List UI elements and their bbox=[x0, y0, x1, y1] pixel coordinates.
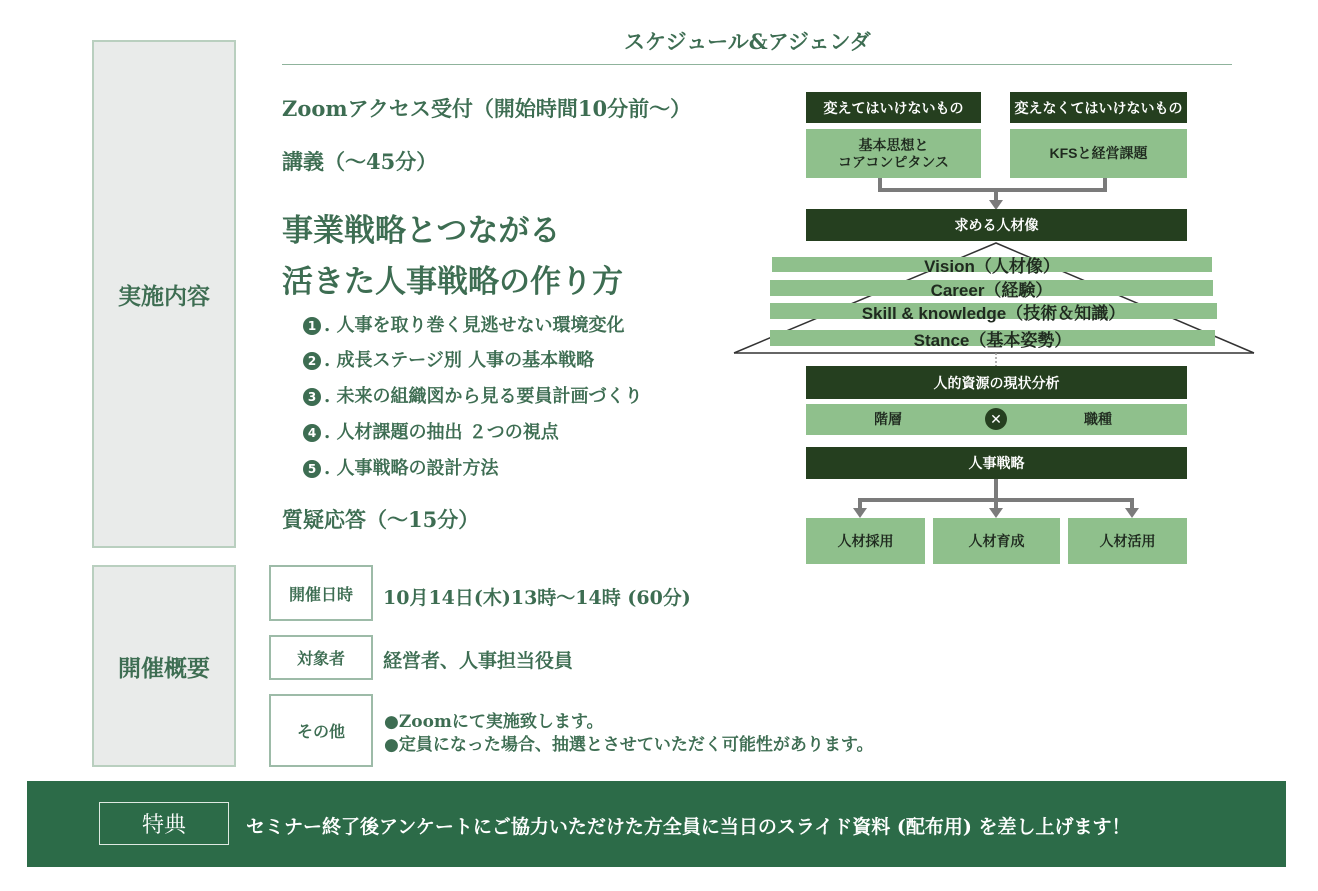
job-type-label: 職種 bbox=[1084, 411, 1112, 427]
vision-band: Vision（人材像） bbox=[772, 257, 1212, 272]
topic-text-3: . 未来の組織図から見る要員計画づくり bbox=[324, 386, 643, 407]
overview-section-label-text: 開催概要 bbox=[118, 654, 210, 682]
other-note-2: ●定員になった場合、抽選とさせていただく可能性があります。 bbox=[384, 735, 874, 755]
topic-text-4: . 人材課題の抽出 ２つの視点 bbox=[324, 422, 559, 443]
philosophy-line: 基本思想と bbox=[858, 136, 929, 153]
content-section-label-text: 実施内容 bbox=[118, 282, 210, 310]
topic-number-1: 1 bbox=[303, 317, 321, 335]
topic-text-5: . 人事戦略の設計方法 bbox=[324, 458, 499, 479]
stance-band: Stance（基本姿勢） bbox=[770, 330, 1215, 346]
zoom-access-line: Zoomアクセス受付（開始時間10分前～） bbox=[282, 96, 692, 121]
resource-analysis-box: 人的資源の現状分析 bbox=[806, 366, 1187, 399]
benefit-badge: 特典 bbox=[99, 802, 229, 845]
topic-text-1: . 人事を取り巻く見逃せない環境変化 bbox=[324, 315, 625, 336]
other-label: その他 bbox=[296, 722, 345, 741]
desired-talent-box: 求める人材像 bbox=[806, 209, 1187, 241]
cross-icon: ✕ bbox=[985, 408, 1007, 430]
utilization-box: 人材活用 bbox=[1068, 518, 1187, 564]
date-label: 開催日時 bbox=[288, 584, 353, 604]
date-label-box bbox=[269, 565, 373, 621]
hierarchy-label: 階層 bbox=[874, 411, 902, 427]
target-label-box bbox=[269, 635, 373, 680]
qa-line: 質疑応答（～15分） bbox=[282, 507, 480, 532]
date-value: 10月14日(木)13時～14時 (60分) bbox=[383, 587, 691, 609]
kfs-issues-box: KFSと経営課題 bbox=[1010, 129, 1187, 178]
seminar-title-line2: 活きた人事戦略の作り方 bbox=[282, 264, 623, 300]
target-value: 経営者、人事担当役員 bbox=[383, 650, 574, 672]
competence-line: コアコンピタンス bbox=[838, 153, 949, 170]
other-label-box bbox=[269, 694, 373, 767]
target-label: 対象者 bbox=[296, 649, 345, 668]
changeable-header: 変えなくてはいけないもの bbox=[1010, 92, 1187, 123]
career-band: Career（経験） bbox=[770, 280, 1213, 296]
hr-strategy-box: 人事戦略 bbox=[806, 447, 1187, 479]
unchangeable-header: 変えてはいけないもの bbox=[806, 92, 981, 123]
philosophy-competence-box bbox=[806, 129, 981, 178]
topic-number-3: 3 bbox=[303, 388, 321, 406]
schedule-heading: スケジュール&アジェンダ bbox=[624, 29, 871, 54]
lecture-line: 講義（～45分） bbox=[282, 149, 438, 174]
other-note-1: ●Zoomにて実施致します。 bbox=[384, 712, 604, 732]
seminar-title-line1: 事業戦略とつながる bbox=[282, 213, 561, 249]
development-box: 人材育成 bbox=[933, 518, 1060, 564]
recruitment-box: 人材採用 bbox=[806, 518, 925, 564]
topic-number-5: 5 bbox=[303, 460, 321, 478]
benefit-text: セミナー終了後アンケートにご協力いただけた方全員に当日のスライド資料 (配布用) を差し上げます！ bbox=[246, 816, 1131, 838]
topic-text-2: . 成長ステージ別 人事の基本戦略 bbox=[324, 350, 595, 371]
topic-number-4: 4 bbox=[303, 424, 321, 442]
skill-knowledge-band: Skill & knowledge（技術＆知識） bbox=[770, 303, 1217, 319]
topic-number-2: 2 bbox=[303, 352, 321, 370]
